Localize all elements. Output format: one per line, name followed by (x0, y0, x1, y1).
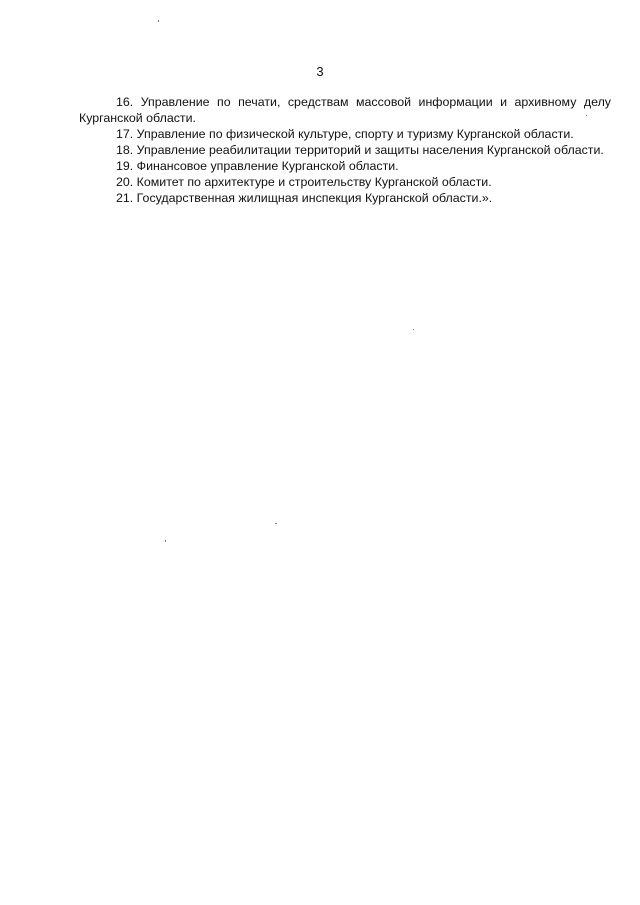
page-number: 3 (316, 64, 324, 79)
list-item: 17. Управление по физической культуре, спорту и туризму Курганской области. (116, 127, 574, 141)
scan-speck (158, 20, 159, 22)
document-body (79, 94, 611, 206)
scan-speck (165, 540, 166, 542)
list-item: 20. Комитет по архитектуре и строительству Курганской области. (116, 175, 492, 189)
scan-speck (586, 115, 587, 116)
list-item: 18. Управление реабилитации территорий и защиты населения Курганской области. (116, 143, 604, 157)
scan-speck (275, 523, 277, 524)
list-item: 19. Финансовое управление Курганской области. (116, 159, 399, 173)
list-item: 21. Государственная жилищная инспекция Курганской области.». (116, 191, 493, 205)
scan-speck (413, 329, 414, 330)
list-item: 16. Управление по печати, средствам массовой информации и архивному делу Курганской области. (79, 95, 611, 125)
